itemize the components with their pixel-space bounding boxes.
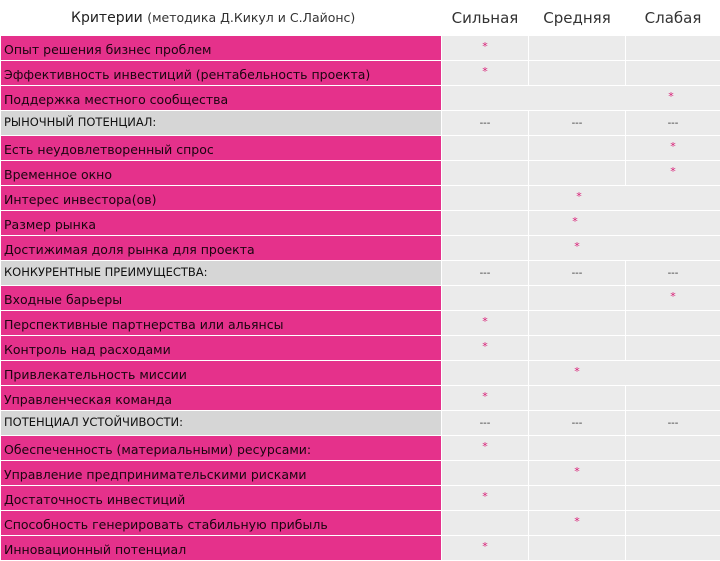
dash-cell-weak: --- [626, 411, 720, 436]
rating-cell-strong [442, 136, 529, 161]
rating-star: * [529, 461, 626, 486]
criterion-label: Опыт решения бизнес проблем [1, 36, 442, 61]
table-row [1, 461, 720, 486]
weak-header: Слабая [626, 1, 720, 36]
rating-cell-strong [442, 511, 529, 536]
dash-cell-strong: --- [442, 261, 529, 286]
section-label: ПОТЕНЦИАЛ УСТОЙЧИВОСТИ: [1, 411, 442, 436]
criteria-title: Критерии [71, 10, 143, 26]
table-row [1, 211, 720, 236]
criterion-label: Привлекательность миссии [1, 361, 442, 386]
rating-star: * [442, 61, 529, 86]
criterion-label: Управление предпринимательскими рисками [1, 461, 442, 486]
dash-cell-medium: --- [529, 261, 626, 286]
section-row [1, 111, 720, 136]
dash-cell-strong: --- [442, 111, 529, 136]
rating-cell-medium [529, 61, 626, 86]
criterion-label: Управленческая команда [1, 386, 442, 411]
table-row [1, 86, 720, 111]
rating-cell-weak [626, 436, 720, 461]
table-row [1, 161, 720, 186]
criterion-label: Интерес инвестора(ов) [1, 186, 442, 211]
rating-cell-medium [529, 36, 626, 61]
table-row [1, 286, 720, 311]
rating-cell-medium [529, 136, 626, 161]
rating-cell-medium [529, 311, 626, 336]
criterion-label: Есть неудовлетворенный спрос [1, 136, 442, 161]
rating-cell-medium [529, 386, 626, 411]
table-row [1, 186, 720, 211]
rating-star: * [668, 90, 674, 103]
rating-star: * [626, 136, 720, 161]
table-row [1, 36, 720, 61]
rating-span-cell [442, 86, 720, 111]
criterion-label: Временное окно [1, 161, 442, 186]
table-row [1, 336, 720, 361]
section-row [1, 411, 720, 436]
strong-header: Сильная [442, 1, 529, 36]
rating-cell-medium [529, 161, 626, 186]
criterion-label: Эффективность инвестиций (рентабельность проекта) [1, 61, 442, 86]
rating-cell-medium [529, 536, 626, 561]
criterion-label: Обеспеченность (материальными) ресурсами: [1, 436, 442, 461]
table-row [1, 511, 720, 536]
rating-star: * [442, 536, 529, 561]
rating-cell-strong [442, 286, 529, 311]
rating-cell-weak [626, 36, 720, 61]
criterion-label: Достаточность инвестиций [1, 486, 442, 511]
table-row [1, 386, 720, 411]
criteria-note: (методика Д.Кикул и С.Лайонс) [147, 10, 355, 25]
criterion-label: Перспективные партнерства или альянсы [1, 311, 442, 336]
rating-star: * [442, 436, 529, 461]
rating-star: * [576, 190, 582, 203]
table-row [1, 536, 720, 561]
rating-span-cell [529, 361, 720, 386]
section-row [1, 261, 720, 286]
table-row [1, 236, 720, 261]
rating-cell-strong [442, 361, 529, 386]
rating-cell-weak [626, 486, 720, 511]
criterion-label: Размер рынка [1, 211, 442, 236]
rating-cell-weak [626, 336, 720, 361]
rating-cell-weak [626, 311, 720, 336]
rating-cell-medium [529, 336, 626, 361]
rating-star: * [529, 511, 626, 536]
rating-span-cell [529, 211, 720, 236]
table-row [1, 136, 720, 161]
table-row [1, 361, 720, 386]
table-row [1, 436, 720, 461]
rating-span-cell [529, 186, 720, 211]
header-row [1, 1, 720, 36]
rating-cell-weak [626, 511, 720, 536]
dash-cell-medium: --- [529, 111, 626, 136]
criterion-label: Способность генерировать стабильную прибыль [1, 511, 442, 536]
table-row [1, 61, 720, 86]
section-label: РЫНОЧНЫЙ ПОТЕНЦИАЛ: [1, 111, 442, 136]
dash-cell-medium: --- [529, 411, 626, 436]
criterion-label: Инновационный потенциал [1, 536, 442, 561]
criteria-header [1, 1, 442, 36]
rating-span-cell [529, 236, 720, 261]
rating-cell-strong [442, 186, 529, 211]
rating-star: * [442, 386, 529, 411]
criterion-label: Достижимая доля рынка для проекта [1, 236, 442, 261]
rating-cell-weak [626, 536, 720, 561]
rating-cell-weak [626, 461, 720, 486]
rating-star: * [574, 365, 580, 378]
criterion-label: Входные барьеры [1, 286, 442, 311]
rating-cell-strong [442, 211, 529, 236]
rating-star: * [442, 486, 529, 511]
rating-cell-weak [626, 386, 720, 411]
rating-cell-medium [529, 286, 626, 311]
rating-cell-medium [529, 486, 626, 511]
dash-cell-weak: --- [626, 261, 720, 286]
rating-star: * [442, 311, 529, 336]
criterion-label: Поддержка местного сообщества [1, 86, 442, 111]
rating-cell-strong [442, 461, 529, 486]
rating-star: * [442, 336, 529, 361]
rating-cell-strong [442, 161, 529, 186]
rating-star: * [572, 215, 578, 228]
rating-cell-weak [626, 61, 720, 86]
rating-star: * [626, 286, 720, 311]
rating-star: * [574, 240, 580, 253]
rating-cell-medium [529, 436, 626, 461]
rating-cell-strong [442, 236, 529, 261]
dash-cell-strong: --- [442, 411, 529, 436]
section-label: КОНКУРЕНТНЫЕ ПРЕИМУЩЕСТВА: [1, 261, 442, 286]
table-row [1, 311, 720, 336]
medium-header: Средняя [529, 1, 626, 36]
rating-star: * [442, 36, 529, 61]
table-row [1, 486, 720, 511]
criterion-label: Контроль над расходами [1, 336, 442, 361]
rating-star: * [626, 161, 720, 186]
dash-cell-weak: --- [626, 111, 720, 136]
